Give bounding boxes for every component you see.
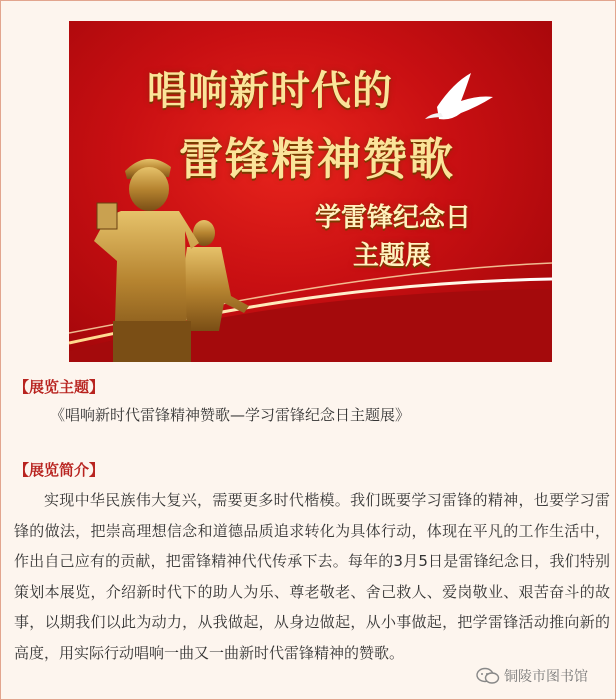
intro-heading: 【展览简介】 [14, 461, 105, 479]
intro-text: 实现中华民族伟大复兴，需要更多时代楷模。我们既要学习雷锋的精神，也要学习雷锋的做法，把崇高理想信念和道德品质追求转化为具体行动，体现在平凡的工作生活中，作出自己应有的贡献，把雷锋精神代代传承下去。每年的3月5日是雷锋纪念日，我们特别策划本展览，介绍新时代下的助人为乐、尊老敬老、舍己救人、爱岗敬业、艰苦奋斗的故事，以期我们以此为动力，从我做起，从身边做起，从小事做起，把学雷锋活动推向新的高度，用实际行动唱响一曲又一曲新时代雷锋精神的赞歌。 [14, 491, 610, 662]
theme-text: 《唱响新时代雷锋精神赞歌—学习雷锋纪念日主题展》 [50, 406, 411, 424]
wechat-icon [476, 667, 500, 685]
watermark-label: 铜陵市图书馆 [504, 669, 588, 685]
banner-title-line1: 唱响新时代的 [147, 67, 393, 114]
statue-lei-feng [94, 159, 199, 362]
theme-heading: 【展览主题】 [14, 378, 105, 396]
exhibition-banner [69, 21, 552, 362]
banner-subtitle-line2: 主题展 [353, 241, 432, 271]
dove-icon [425, 73, 493, 119]
banner-subtitle-line1: 学雷锋纪念日 [315, 203, 472, 233]
watermark [476, 664, 588, 688]
banner-title-line2: 雷锋精神赞歌 [179, 134, 455, 185]
